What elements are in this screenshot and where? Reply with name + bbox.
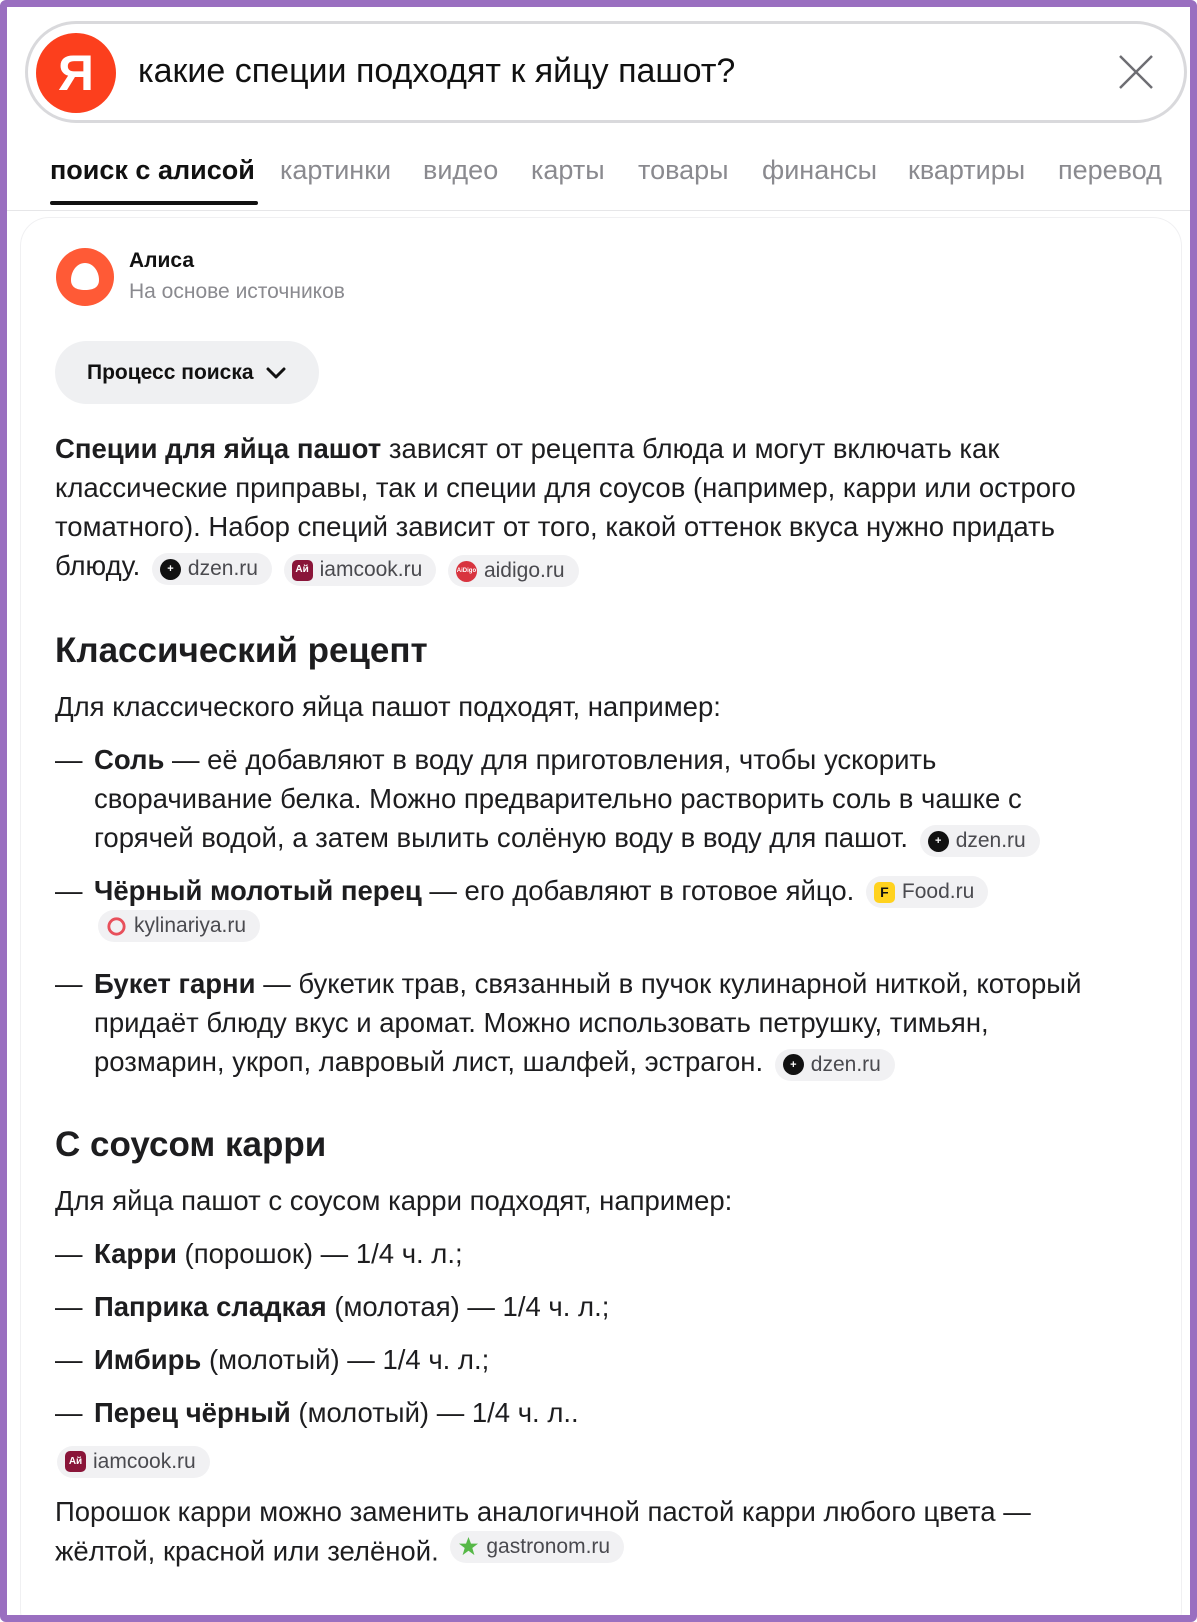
dzen-icon: + — [928, 831, 949, 852]
item-text: (молотая) — 1/4 ч. л.; — [326, 1290, 610, 1322]
chevron-down-icon — [266, 366, 286, 380]
note-text: Порошок карри можно заменить аналогичной пастой карри любого цвета — жёлтой, красной или зелёной. — [55, 1495, 1031, 1566]
list-dash: — — [55, 1290, 83, 1322]
iamcook-icon: Ай — [65, 1451, 86, 1472]
section-heading-curry: С соусом карри — [55, 1124, 327, 1164]
tab-apartments[interactable]: квартиры — [908, 155, 1026, 185]
item-bold: Карри — [94, 1237, 177, 1269]
source-chip-iamcook[interactable] — [284, 554, 437, 586]
source-label: gastronom.ru — [486, 1534, 611, 1558]
search-process-button[interactable] — [55, 341, 319, 404]
item-bold: Имбирь — [94, 1343, 202, 1375]
source-label: dzen.ru — [955, 829, 1026, 852]
item-bold: Букет гарни — [94, 967, 256, 999]
active-tab-indicator — [50, 201, 258, 205]
item-text: (порошок) — 1/4 ч. л.; — [176, 1237, 463, 1269]
intro-paragraph — [55, 429, 1135, 587]
search-bar[interactable] — [25, 21, 1187, 123]
source-label: dzen.ru — [810, 1052, 881, 1076]
item-bold: Чёрный молотый перец — [94, 875, 422, 906]
item-bold: Соль — [94, 744, 165, 775]
tab-translate[interactable]: перевод — [1058, 155, 1162, 185]
list-dash: — — [55, 744, 83, 775]
list-item — [55, 871, 1094, 950]
source-label: Food.ru — [901, 880, 975, 903]
list-item — [55, 1340, 1165, 1379]
source-chip-food[interactable] — [866, 876, 988, 908]
source-chip-dzen[interactable] — [152, 553, 272, 585]
source-chip-gastronom[interactable] — [450, 1531, 624, 1563]
tab-video[interactable]: видео — [423, 155, 499, 185]
tab-alisa-search[interactable]: поиск с алисой — [50, 155, 255, 185]
source-chip-aidigo[interactable] — [448, 555, 579, 587]
list-dash: — — [55, 967, 83, 999]
item-text: (молотый) — 1/4 ч. л.; — [201, 1343, 490, 1375]
alisa-name: Алиса — [129, 249, 195, 272]
intro-bold: Специи для яйца пашот — [55, 433, 382, 464]
item-text: — её добавляют в воду для приготовления, чтобы ускорить сворачивание белка. Можно предварительно растворить соль в чашке с горячей водой, а затем вылить солёную воду в воду для пашот. — [94, 744, 1022, 853]
item-text: — букетик трав, связанный в пучок кулинарной ниткой, который придаёт блюду вкус и аромат. Можно использовать петрушку, тимьян, розмарин, укроп, лавровый лист, шалфей, эстрагон. — [94, 967, 1082, 1077]
star-icon — [458, 1536, 479, 1557]
aidigo-icon: AiDigo — [456, 561, 477, 582]
list-dash: — — [55, 875, 83, 906]
curry-note — [55, 1492, 1095, 1571]
search-process-label: Процесс поиска — [87, 360, 254, 384]
source-chip-dzen[interactable] — [920, 825, 1040, 857]
yandex-logo[interactable]: Я — [36, 33, 116, 113]
answer-content — [55, 429, 1165, 1570]
source-chip-kylinariya[interactable] — [98, 910, 260, 942]
list-dash: — — [55, 1396, 83, 1428]
kylinariya-icon — [106, 916, 127, 937]
section-lead-classic: Для классического яйца пашот подходят, например: — [55, 691, 721, 722]
tab-goods[interactable]: товары — [638, 155, 729, 185]
item-text: — его добавляют в готовое яйцо. — [421, 875, 855, 906]
intro-text: зависят от рецепта блюда и могут включать как классические приправы, так и специи для соусов (например, карри или острого томатного). Набор специй зависит от того, какой оттенок вкуса нужно придать блюду. — [55, 433, 1076, 581]
list-source-row — [57, 1446, 1165, 1478]
item-bold: Перец чёрный — [94, 1396, 291, 1428]
list-item — [55, 1287, 1165, 1326]
list-item — [55, 1393, 1165, 1432]
section-heading-classic: Классический рецепт — [55, 631, 428, 670]
source-label: dzen.ru — [187, 557, 258, 580]
dzen-icon: + — [783, 1054, 804, 1075]
tab-images[interactable]: картинки — [280, 155, 392, 185]
source-chip-dzen[interactable] — [775, 1049, 895, 1081]
list-dash: — — [55, 1343, 83, 1375]
source-label: aidigo.ru — [483, 559, 565, 582]
source-label: iamcook.ru — [319, 558, 423, 581]
source-chip-iamcook[interactable] — [57, 1446, 210, 1478]
list-item — [55, 964, 1114, 1081]
section-lead-curry: Для яйца пашот с соусом карри подходят, например: — [55, 1184, 733, 1216]
food-icon: F — [874, 882, 895, 903]
alisa-logo-icon — [55, 247, 115, 307]
item-text: (молотый) — 1/4 ч. л.. — [290, 1396, 579, 1428]
tab-maps[interactable]: карты — [531, 155, 605, 185]
item-bold: Паприка сладкая — [94, 1290, 327, 1322]
list-item — [55, 1234, 1165, 1273]
iamcook-icon: Ай — [292, 560, 313, 581]
alisa-subtitle: На основе источников — [129, 280, 345, 303]
search-tabs — [7, 135, 1197, 211]
list-dash: — — [55, 1237, 83, 1269]
close-icon[interactable] — [1118, 54, 1154, 90]
search-input[interactable]: какие специи подходят к яйцу пашот? — [138, 52, 736, 90]
source-label: kylinariya.ru — [134, 914, 247, 937]
source-label: iamcook.ru — [93, 1449, 196, 1473]
dzen-icon: + — [160, 559, 181, 580]
tab-finance[interactable]: финансы — [762, 155, 878, 185]
list-item — [55, 740, 1114, 857]
